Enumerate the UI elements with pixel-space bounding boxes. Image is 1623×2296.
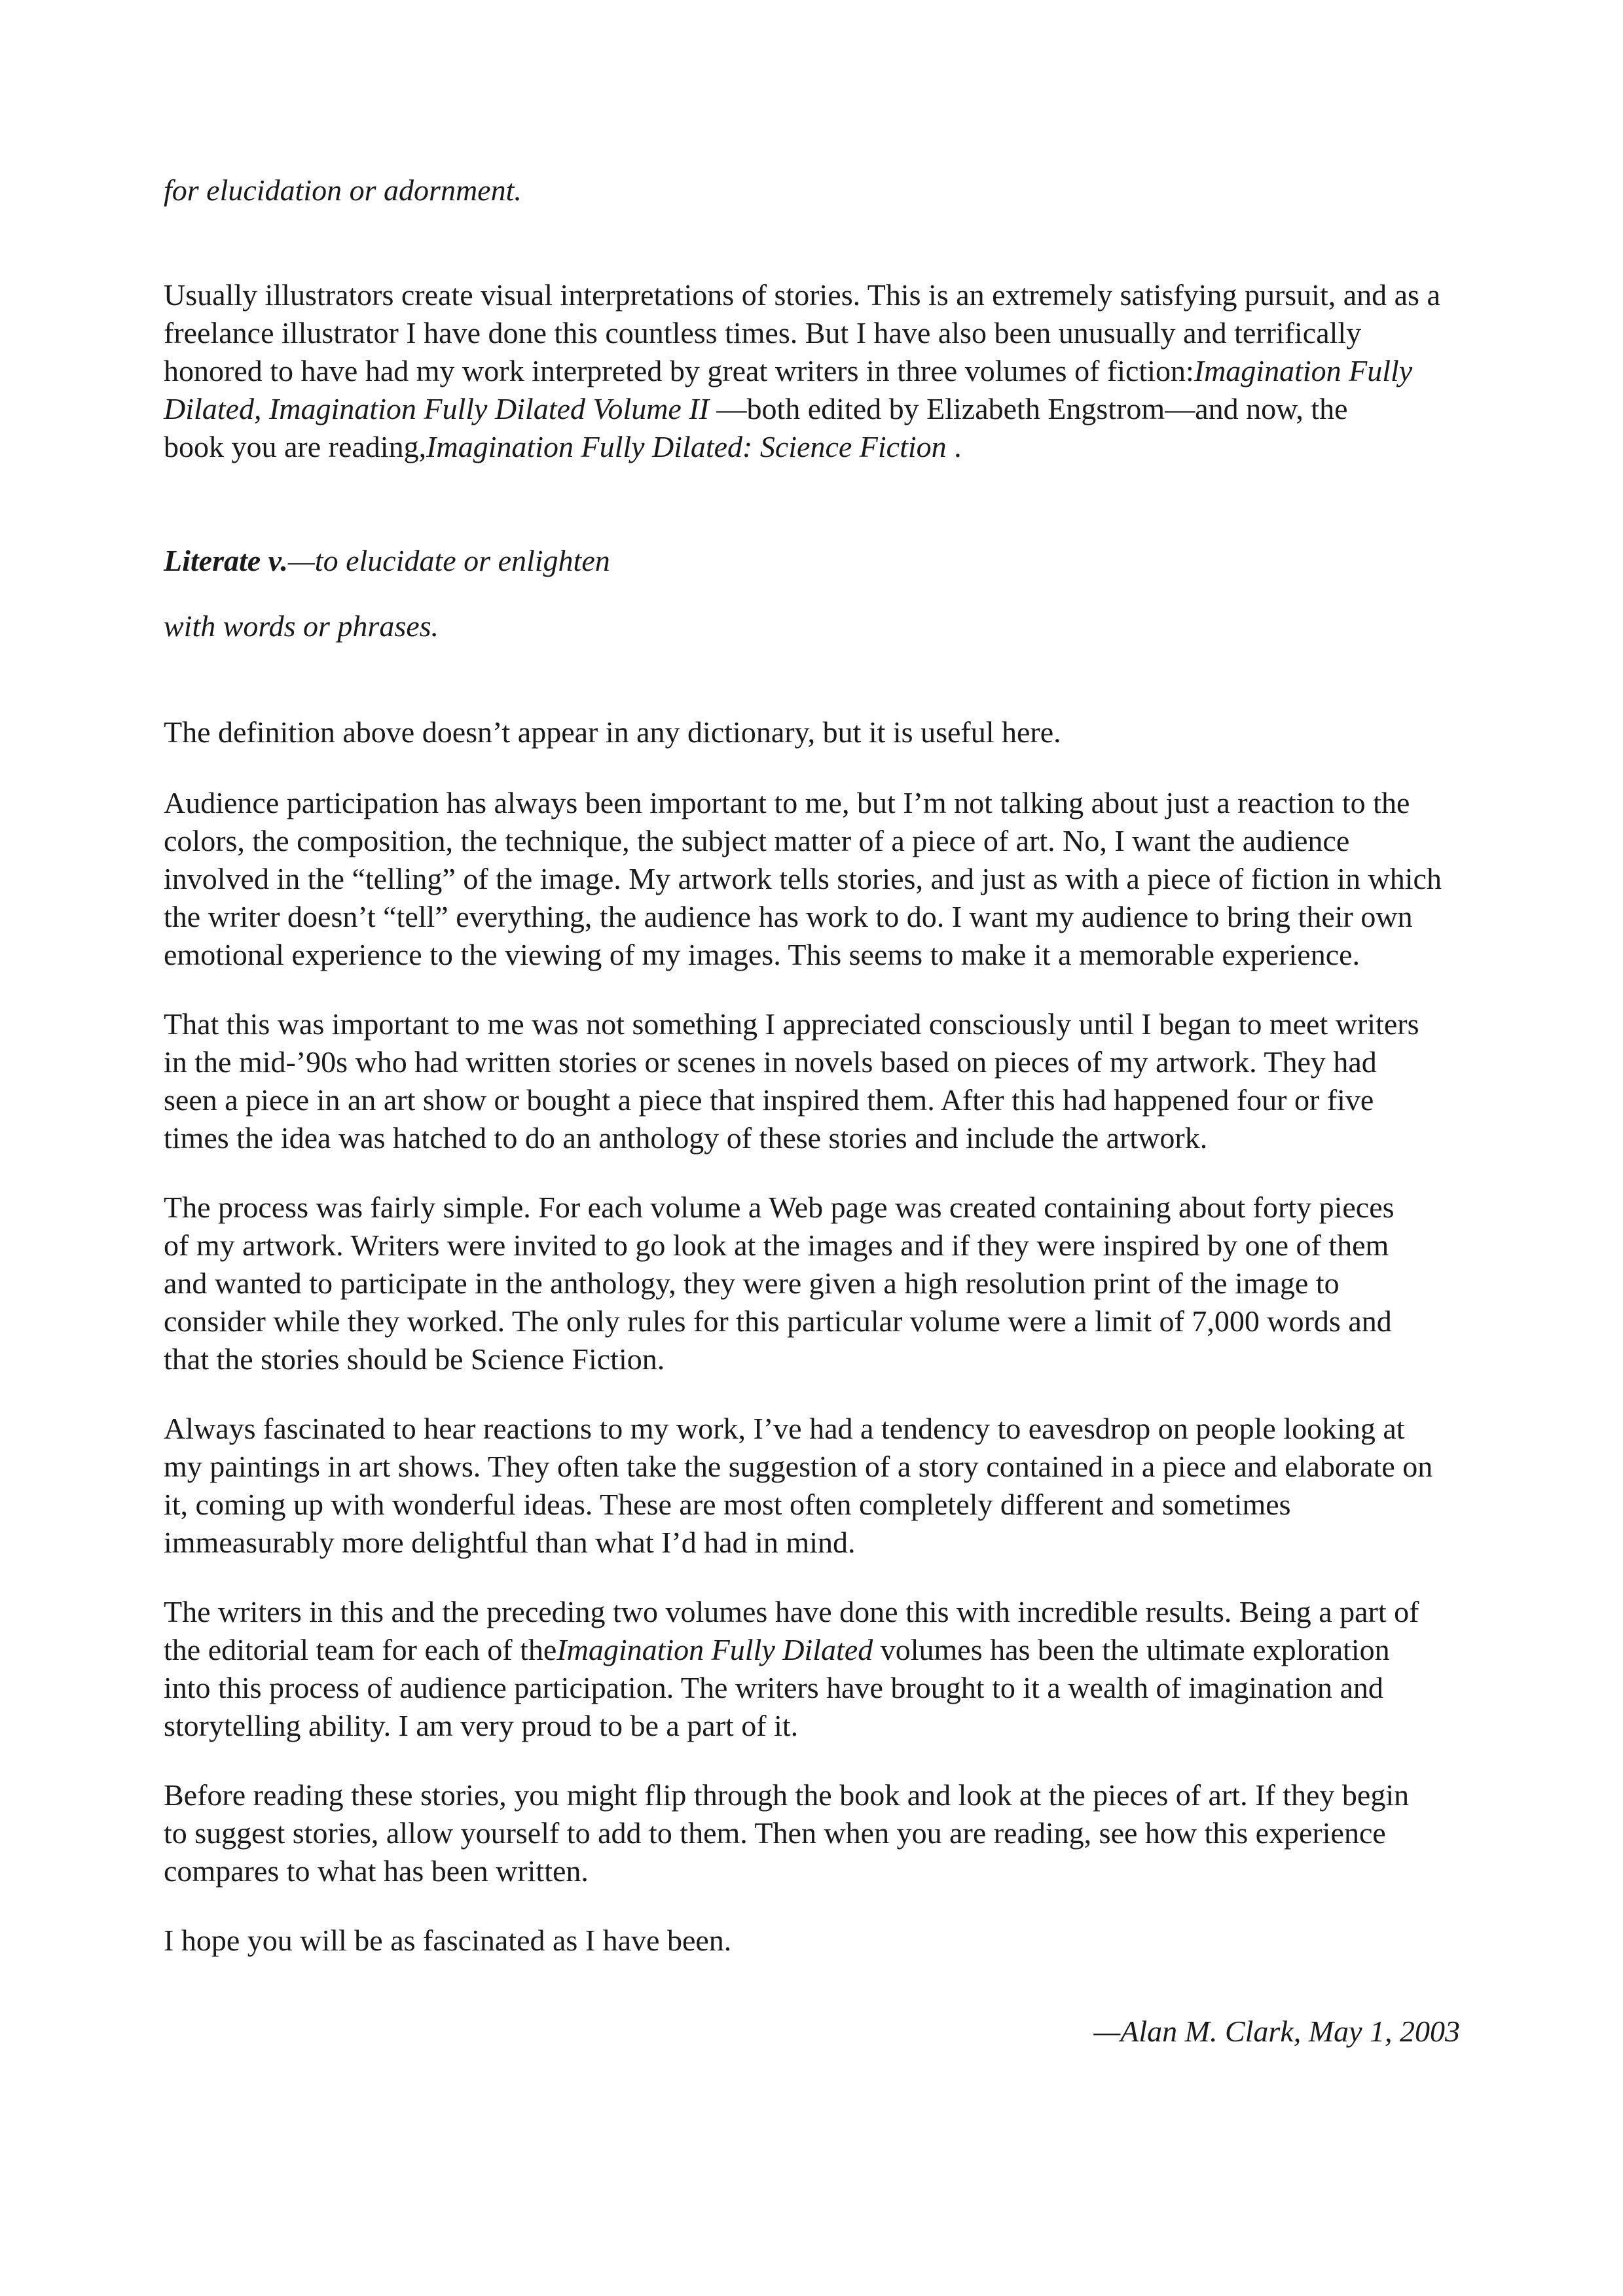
paragraph-results: The writers in this and the preceding two volumes have done this with incredible results. Being a part of the editorial team for each of theImagination Fully Dilated volumes has been the ultimate exploration into this process of audience participation. The writers have brought to it a wealth of imagination and storytelling ability. I am very proud to be a part of it. [164, 1595, 1419, 1742]
definition-tail: for elucidation or adornment. [164, 173, 522, 207]
paragraph-hope: I hope you will be as fascinated as I have been. [164, 1924, 732, 1957]
paragraph-audience: Audience participation has always been important to me, but I’m not talking about just a reaction to the colors, the composition, the technique, the subject matter of a piece of art. No, I want the audience involved in the “telling” of the image. My artwork tells stories, and just as with a piece of fiction in which the writer doesn’t “tell” everything, the audience has work to do. I want my audience to bring their own emotional experience to the viewing of my images. This seems to make it a memorable experience. [164, 786, 1442, 971]
paragraph-eavesdrop: Always fascinated to hear reactions to my work, I’ve had a tendency to eavesdrop on people looking at my paintings in art shows. They often take the suggestion of a story contained in a piece and elaborate on it, coming up with wonderful ideas. These are most often completely different and sometimes immeasurably more delightful than what I’d had in mind. [164, 1412, 1433, 1559]
paragraph-writers: That this was important to me was not something I appreciated consciously until I began to meet writers in the mid-’90s who had written stories or scenes in novels based on pieces of my artwork. They had seen a piece in an art show or bought a piece that inspired them. After this had happened four or five times the idea was hatched to do an anthology of these stories and include the artwork. [164, 1007, 1419, 1155]
literate-definition-line-2: with words or phrases. [164, 609, 439, 643]
author-signature: —Alan M. Clark, May 1, 2003 [1093, 2015, 1460, 2048]
paragraph-before-reading: Before reading these stories, you might flip through the book and look at the pieces of art. If they begin to suggest stories, allow yourself to add to them. Then when you are reading, see how this experience compares to what has been written. [164, 1778, 1410, 1888]
paragraph-definition-note: The definition above doesn’t appear in any dictionary, but it is useful here. [164, 715, 1061, 749]
definition-term: Literate v. [164, 544, 288, 577]
document-page [164, 0, 1473, 2296]
literate-definition-line-1: Literate v.—to elucidate or enlighten [164, 544, 610, 577]
paragraph-intro: Usually illustrators create visual interpretations of stories. This is an extremely satisfying pursuit, and as a freelance illustrator I have done this countless times. But I have also been unusually and terrifically honored to have had my work interpreted by great writers in three volumes of fiction:Imagination Fully Dilated, Imagination Fully Dilated Volume II —both edited by Elizabeth Engstrom—and now, the book you are reading,Imagination Fully Dilated: Science Fiction . [164, 278, 1440, 463]
paragraph-process: The process was fairly simple. For each volume a Web page was created containing about forty pieces of my artwork. Writers were invited to go look at the images and if they were inspired by one of them and wanted to participate in the anthology, they were given a high resolution print of the image to consider while they worked. The only rules for this particular volume were a limit of 7,000 words and that the stories should be Science Fiction. [164, 1191, 1395, 1376]
